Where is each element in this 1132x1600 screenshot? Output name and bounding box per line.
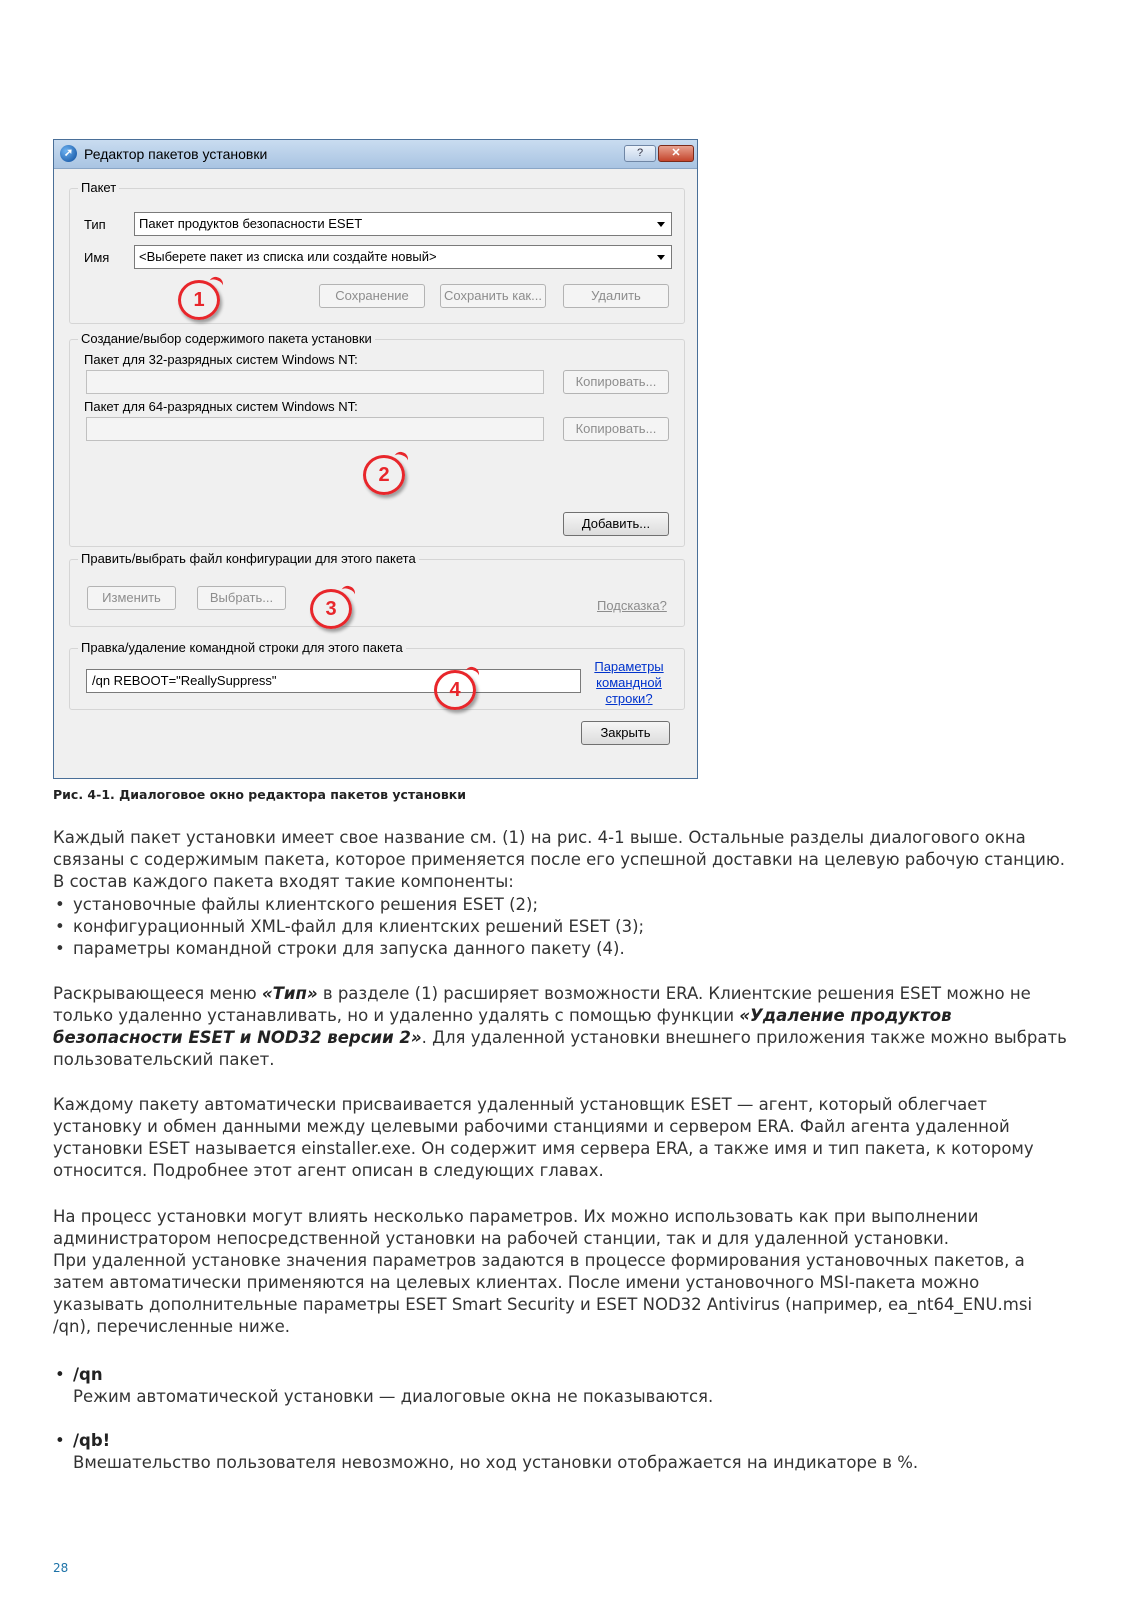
text-run: . Для удаленной установки внешнего приложения также можно выбрать пользовательский пакет.	[53, 1028, 1067, 1069]
select-config-button[interactable]: Выбрать...	[197, 586, 286, 610]
name-label: Имя	[84, 250, 110, 265]
paragraph-agent: Каждому пакету автоматически присваивается удаленный установщик ESET — агент, который облегчает установку и обмен данными между целевыми рабочими станциями и сервером ERA. Файл агента удаленной установки ESET называется einstaller.exe. Он содержит имя сервера ERA, а также имя и тип пакета, к которому относится. Подробнее этот агент описан в следующих главах.	[53, 1095, 1034, 1180]
delete-button[interactable]: Удалить	[563, 284, 669, 308]
cmdline-input[interactable]: /qn REBOOT="ReallySuppress"	[86, 669, 581, 693]
copy-64-button[interactable]: Копировать...	[563, 417, 669, 441]
option-description: Вмешательство пользователя невозможно, но ход установки отображается на индикаторе в %.	[73, 1453, 919, 1472]
package-editor-dialog	[53, 139, 698, 779]
option-key: • /qb!	[53, 1430, 1053, 1452]
option-qb	[53, 1430, 1053, 1474]
paragraph-params-b: При удаленной установке значения параметров задаются в процессе формирования установочных пакетов, а затем автоматически применяются на целевых клиентах. После имени установочного MSI-пакета можно указывать дополнительные параметры ESET Smart Security и ESET NOD32 Antivirus (например, ea_nt64_ENU.msi /qn), перечисленные ниже.	[53, 1251, 1033, 1336]
annotation-marker-4: 4	[434, 670, 476, 710]
cmdline-params-link[interactable]: Параметры командной строки?	[594, 659, 664, 706]
close-icon[interactable]: ✕	[658, 145, 694, 162]
copy-32-button[interactable]: Копировать...	[563, 370, 669, 394]
option-key: • /qn	[53, 1364, 1053, 1386]
package-32-field[interactable]	[86, 370, 544, 394]
type-select-value: Пакет продуктов безопасности ESET	[139, 216, 363, 231]
page-number: 28	[53, 1561, 69, 1575]
paragraph-params-a: На процесс установки могут влиять несколько параметров. Их можно использовать как при выполнении администратором непосредственной установки на рабочей станции, так и для удаленной установки.	[53, 1207, 979, 1248]
package-64-field[interactable]	[86, 417, 544, 441]
list-item: • установочные файлы клиентского решения ESET (2);	[53, 894, 1053, 916]
package-32-label: Пакет для 32-разрядных систем Windows NT:	[84, 352, 358, 367]
list-item: • конфигурационный XML-файл для клиентских решений ESET (3);	[53, 916, 1053, 938]
package-group-legend: Пакет	[78, 180, 119, 195]
list-item: • параметры командной строки для запуска данного пакету (4).	[53, 938, 1053, 960]
option-description: Режим автоматической установки — диалоговые окна не показываются.	[73, 1387, 714, 1406]
annotation-marker-2: 2	[363, 455, 405, 495]
content-group	[69, 331, 685, 547]
name-select-value: <Выберете пакет из списка или создайте новый>	[139, 249, 437, 264]
dialog-title: Редактор пакетов установки	[84, 146, 268, 162]
cmdline-group-legend: Правка/удаление командной строки для этого пакета	[78, 640, 406, 655]
chevron-down-icon	[657, 222, 665, 227]
emphasis-type: «Тип»	[261, 984, 318, 1003]
annotation-marker-1: 1	[178, 280, 220, 320]
components-list	[53, 894, 1053, 960]
package-group	[69, 180, 685, 324]
annotation-marker-3: 3	[310, 589, 352, 629]
name-select[interactable]	[134, 245, 672, 269]
emphasis-uninstall-function: «Удаление продуктов безопасности ESET и NOD32 версии 2»	[53, 1006, 952, 1047]
eset-app-icon: ➚	[60, 145, 77, 162]
content-group-legend: Создание/выбор содержимого пакета установки	[78, 331, 375, 346]
text-run: в разделе (1) расширяет возможности ERA. Клиентские решения ESET можно не только удаленно устанавливать, но и удаленно удалять с помощью функции	[53, 984, 1031, 1025]
paragraph-intro: Каждый пакет установки имеет свое название см. (1) на рис. 4-1 выше. Остальные разделы диалогового окна связаны с содержимым пакета, которое применяется после его успешной доставки на целевую рабочую станцию. В состав каждого пакета входят такие компоненты:	[53, 828, 1065, 891]
cmdline-group	[69, 640, 685, 710]
close-dialog-button[interactable]: Закрыть	[581, 721, 670, 745]
type-label: Тип	[84, 217, 106, 232]
paragraph-type-menu	[53, 983, 1073, 1071]
type-select[interactable]	[134, 212, 672, 236]
chevron-down-icon	[657, 255, 665, 260]
dialog-titlebar	[54, 140, 697, 169]
config-group-legend: Править/выбрать файл конфигурации для этого пакета	[78, 551, 419, 566]
save-button[interactable]: Сохранение	[319, 284, 425, 308]
figure-caption: Рис. 4-1. Диалоговое окно редактора пакетов установки	[53, 787, 467, 802]
save-as-button[interactable]: Сохранить как...	[440, 284, 546, 308]
option-qn	[53, 1364, 1053, 1408]
package-64-label: Пакет для 64-разрядных систем Windows NT:	[84, 399, 358, 414]
add-button[interactable]: Добавить...	[563, 512, 669, 536]
edit-config-button[interactable]: Изменить	[87, 586, 176, 610]
hint-link[interactable]: Подсказка?	[597, 598, 667, 613]
help-button[interactable]: ?	[624, 145, 656, 162]
config-group	[69, 551, 685, 627]
text-run: Раскрывающееся меню	[53, 984, 262, 1003]
